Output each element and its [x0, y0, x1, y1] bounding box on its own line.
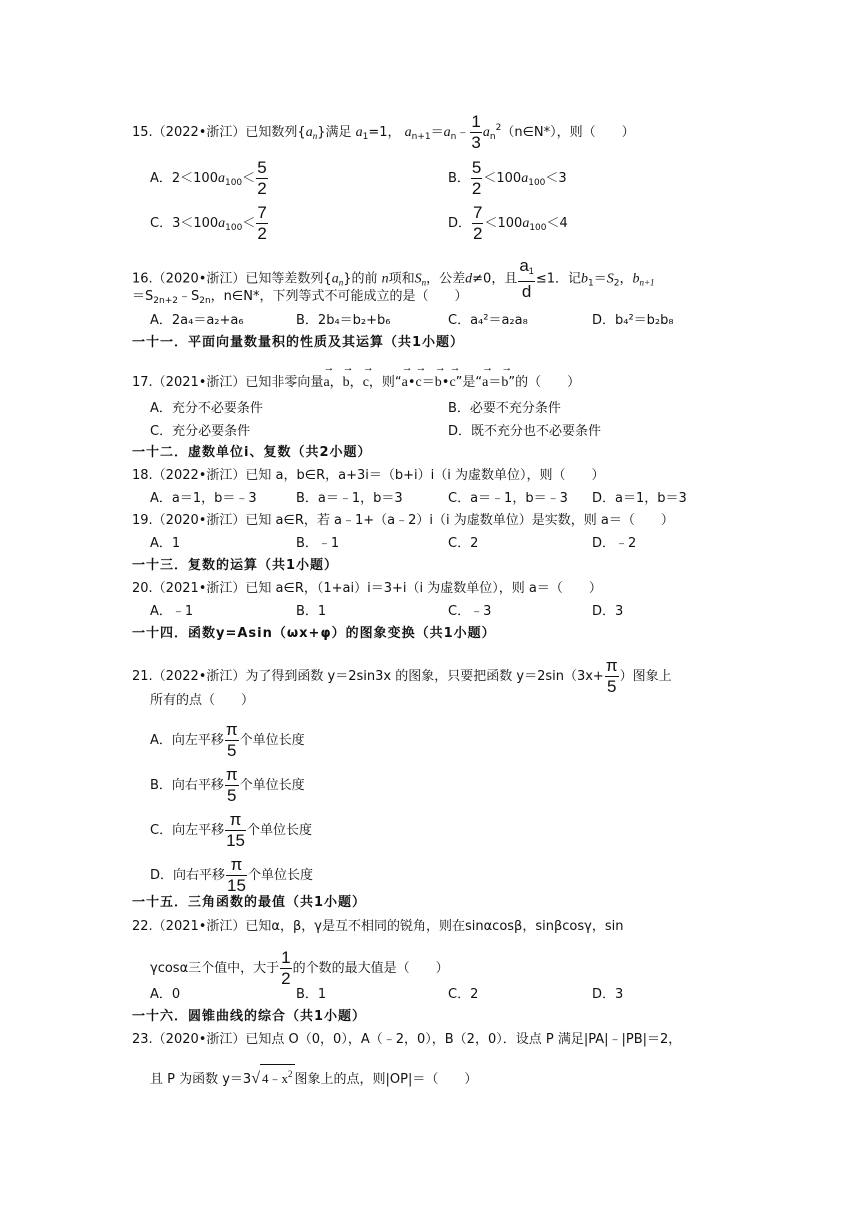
q22-stem-line1: 22.（2021•浙江）已知α，β，γ是互不相同的锐角，则在sinαcosβ，sinβcosγ，sin	[132, 919, 624, 934]
q16-stem-line1: 16.（2020•浙江）已知等差数列$\{a_n\}$的前 n项和$S_n$，公差d≠0，且 $\frac{a_1}{d}$ ≤1．记$b_1=S_2$，$b_{n+1}$	[132, 256, 655, 301]
section-heading-13: 一十三．复数的运算（共1小题）	[132, 558, 339, 573]
q16-stem-line2: $=S_{2n+2}﹣S_{2n}$，n∈N*，下列等式不可能成立的是（ ）	[132, 289, 468, 306]
q19-option-d: D．﹣2	[592, 536, 637, 551]
q21-stem-line2: 所有的点（ ）	[150, 693, 255, 708]
q19-option-b: B．﹣1	[296, 536, 340, 551]
q15-option-d: D． $\frac{7}{2}$ $<100a_{100}<4$	[448, 203, 568, 243]
q15-fraction: $\frac{1}{3}$	[471, 112, 481, 152]
q19-option-a: A．1	[150, 536, 181, 551]
q21-stem-line1: 21.（2022•浙江）为了得到函数 y＝2sin3x 的图象，只要把函数 y＝2sin（3x+ $\frac{\pi}{5}$ ）图象上	[132, 656, 672, 696]
q15-stem: 15.（2022•浙江）已知数列$\{a_n\}$满足 $a_1=1$， $a_{n+1}=a_n﹣$ $\frac{1}{3}$ $a_n^2(n\in N*)$，则（ ）	[132, 112, 635, 152]
q21-option-c: C．向左平移 $\frac{\pi}{15}$ 个单位长度	[150, 810, 313, 850]
section-heading-16: 一十六．圆锥曲线的综合（共1小题）	[132, 1009, 367, 1024]
q22-option-c: C．2	[448, 987, 479, 1002]
q17-stem: 17.（2021•浙江）已知非零向量→ a，→ b，→ c，则“→ a•→ c＝→ b•→ c”是“→ a＝→ b”的（ ）	[132, 368, 580, 392]
q21-fraction: $\frac{\pi}{5}$	[605, 656, 618, 696]
q19-stem: 19.（2020•浙江）已知 a∈R，若 a﹣1+（a﹣2）i（i 为虚数单位）是实数，则 a＝（ ）	[132, 513, 674, 528]
section-heading-14: 一十四．函数y=Asin（ωx+φ）的图象变换（共1小题）	[132, 626, 496, 641]
q20-option-a: A．﹣1	[150, 604, 194, 619]
q22-option-a: A．0	[150, 987, 181, 1002]
q22-stem-line2: γcosα三个值中，大于 $\frac{1}{2}$ 的个数的最大值是（ ）	[150, 948, 449, 988]
q21-option-d: D．向右平移 $\frac{\pi}{15}$ 个单位长度	[150, 855, 313, 895]
q16-fraction: $\frac{a_1}{d}$	[519, 256, 534, 301]
q15-option-c: C．$3<100a_{100}<$ $\frac{7}{2}$	[150, 203, 267, 243]
q15-option-a: A．$2<100a_{100}<$ $\frac{5}{2}$	[150, 158, 267, 198]
q18-option-d: D．a＝1，b＝3	[592, 491, 687, 506]
q16-option-a: A．2a₄＝a₂+a₆	[150, 313, 244, 328]
q20-stem: 20.（2021•浙江）已知 a∈R，（1+ai）i＝3+i（i 为虚数单位），则 a＝（ ）	[132, 581, 602, 596]
q20-option-d: D．3	[592, 604, 624, 619]
q18-stem: 18.（2022•浙江）已知 a，b∈R，a+3i＝（b+i）i（i 为虚数单位），则（ ）	[132, 468, 605, 483]
q16-option-b: B．2b₄＝b₂+b₆	[296, 313, 391, 328]
q20-option-c: C．﹣3	[448, 604, 492, 619]
q16-option-d: D．b₄²＝b₂b₈	[592, 313, 674, 328]
section-heading-15: 一十五．三角函数的最值（共1小题）	[132, 895, 367, 910]
section-heading-11: 一十一．平面向量数量积的性质及其运算（共1小题）	[132, 335, 465, 350]
q17-option-b: B．必要不充分条件	[448, 401, 561, 416]
q21-option-a: A．向左平移 $\frac{\pi}{5}$ 个单位长度	[150, 720, 305, 760]
q21-option-b: B．向右平移 $\frac{\pi}{5}$ 个单位长度	[150, 765, 305, 805]
q15-option-b: B． $\frac{5}{2}$ $<100a_{100}<3$	[448, 158, 567, 198]
q23-stem-line1: 23.（2020•浙江）已知点 O（0，0），A（﹣2，0），B（2，0）．设点 P 满足|PA|﹣|PB|＝2，	[132, 1032, 682, 1047]
q22-option-d: D．3	[592, 987, 624, 1002]
q22-option-b: B．1	[296, 987, 327, 1002]
q20-option-b: B．1	[296, 604, 327, 619]
q17-option-d: D．既不充分也不必要条件	[448, 424, 602, 439]
q19-option-c: C．2	[448, 536, 479, 551]
q17-option-a: A．充分不必要条件	[150, 401, 263, 416]
q17-option-c: C．充分必要条件	[150, 424, 251, 439]
section-heading-12: 一十二．虚数单位i、复数（共2小题）	[132, 445, 372, 460]
q18-option-b: B．a＝﹣1，b＝3	[296, 491, 403, 506]
q23-stem-line2: 且 P 为函数 y＝3√ $4﹣x^2$ 图象上的点，则|OP|＝（ ）	[150, 1064, 477, 1089]
q18-option-a: A．a＝1，b＝﹣3	[150, 491, 257, 506]
q23-sqrt: $4﹣x^2$	[260, 1064, 295, 1088]
q22-fraction: $\frac{1}{2}$	[281, 948, 291, 988]
q18-option-c: C．a＝﹣1，b＝﹣3	[448, 491, 568, 506]
q16-option-c: C．a₄²＝a₂a₈	[448, 313, 528, 328]
